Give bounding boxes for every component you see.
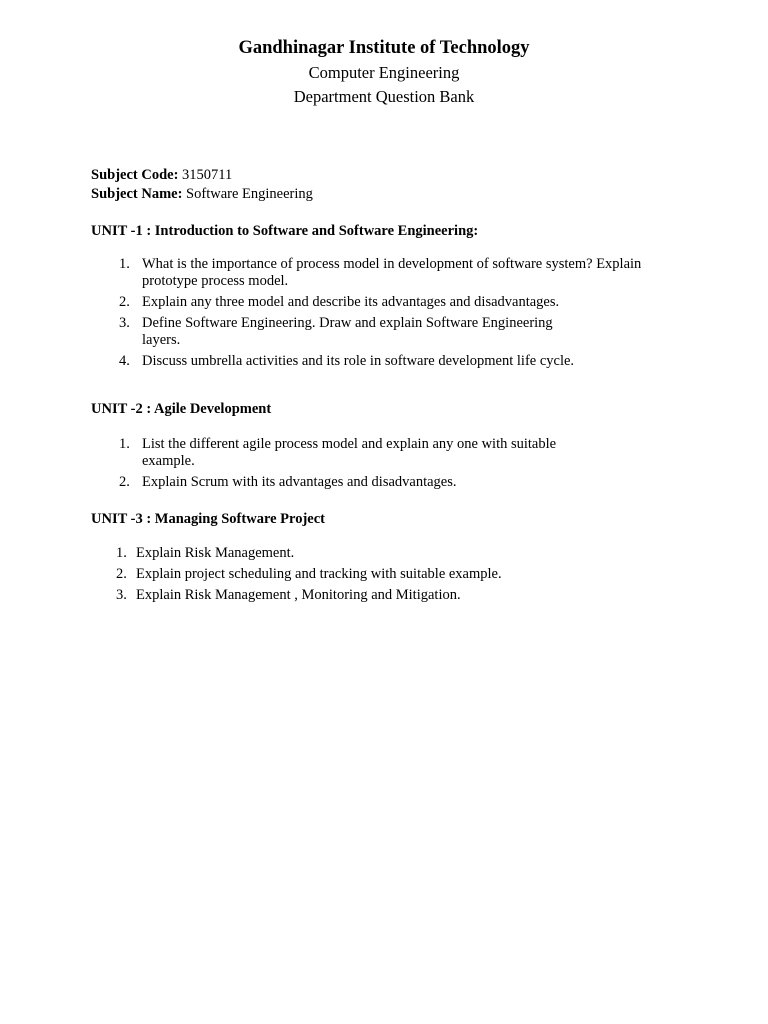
question-text: Explain Risk Management , Monitoring and Mitigation. [136, 587, 461, 603]
question-number: 1. [119, 436, 130, 452]
institute-name: Gandhinagar Institute of Technology [238, 38, 530, 58]
question-number: 3. [116, 587, 127, 603]
unit-2-question-list [91, 436, 691, 495]
subject-code-value: 3150711 [182, 167, 233, 183]
question-text-continued: example. [142, 453, 195, 469]
question-item [91, 474, 691, 491]
unit-2-heading: UNIT -2 : Agile Development [91, 401, 272, 417]
question-number: 3. [119, 315, 130, 331]
question-item [91, 315, 691, 349]
question-number: 4. [119, 353, 130, 369]
question-item [91, 353, 691, 370]
document-title: Department Question Bank [293, 87, 475, 106]
unit-3-heading: UNIT -3 : Managing Software Project [91, 511, 325, 527]
question-text: Explain any three model and describe its advantages and disadvantages. [142, 294, 560, 310]
question-text-continued: layers. [142, 332, 181, 348]
document-header [0, 36, 768, 109]
question-number: 1. [116, 545, 127, 561]
question-number: 2. [119, 294, 130, 310]
question-item [91, 256, 691, 290]
department-name: Computer Engineering [308, 63, 460, 82]
question-text: Explain Risk Management. [136, 545, 295, 561]
question-item [91, 566, 691, 583]
subject-name-label: Subject Name: [91, 186, 183, 202]
question-item [91, 545, 691, 562]
question-number: 2. [119, 474, 130, 490]
question-text: What is the importance of process model in development of software system? Explain [142, 256, 642, 272]
subject-code-row [91, 166, 313, 185]
question-text: Explain Scrum with its advantages and disadvantages. [142, 474, 457, 490]
subject-code-label: Subject Code: [91, 167, 179, 183]
question-number: 1. [119, 256, 130, 272]
question-text: Define Software Engineering. Draw and explain Software Engineering [142, 315, 553, 331]
subject-name-row [91, 185, 313, 204]
question-text: Explain project scheduling and tracking with suitable example. [136, 566, 502, 582]
question-item [91, 587, 691, 604]
subject-name-value: Software Engineering [186, 186, 313, 202]
unit-1-heading: UNIT -1 : Introduction to Software and Software Engineering: [91, 223, 479, 239]
question-text: Discuss umbrella activities and its role in software development life cycle. [142, 353, 575, 369]
unit-1-question-list [91, 256, 691, 374]
question-number: 2. [116, 566, 127, 582]
question-text-continued: prototype process model. [142, 273, 289, 289]
question-text: List the different agile process model and explain any one with suitable [142, 436, 557, 452]
question-item [91, 294, 691, 311]
subject-info [91, 166, 313, 204]
unit-3-question-list [91, 545, 691, 608]
question-item [91, 436, 691, 470]
